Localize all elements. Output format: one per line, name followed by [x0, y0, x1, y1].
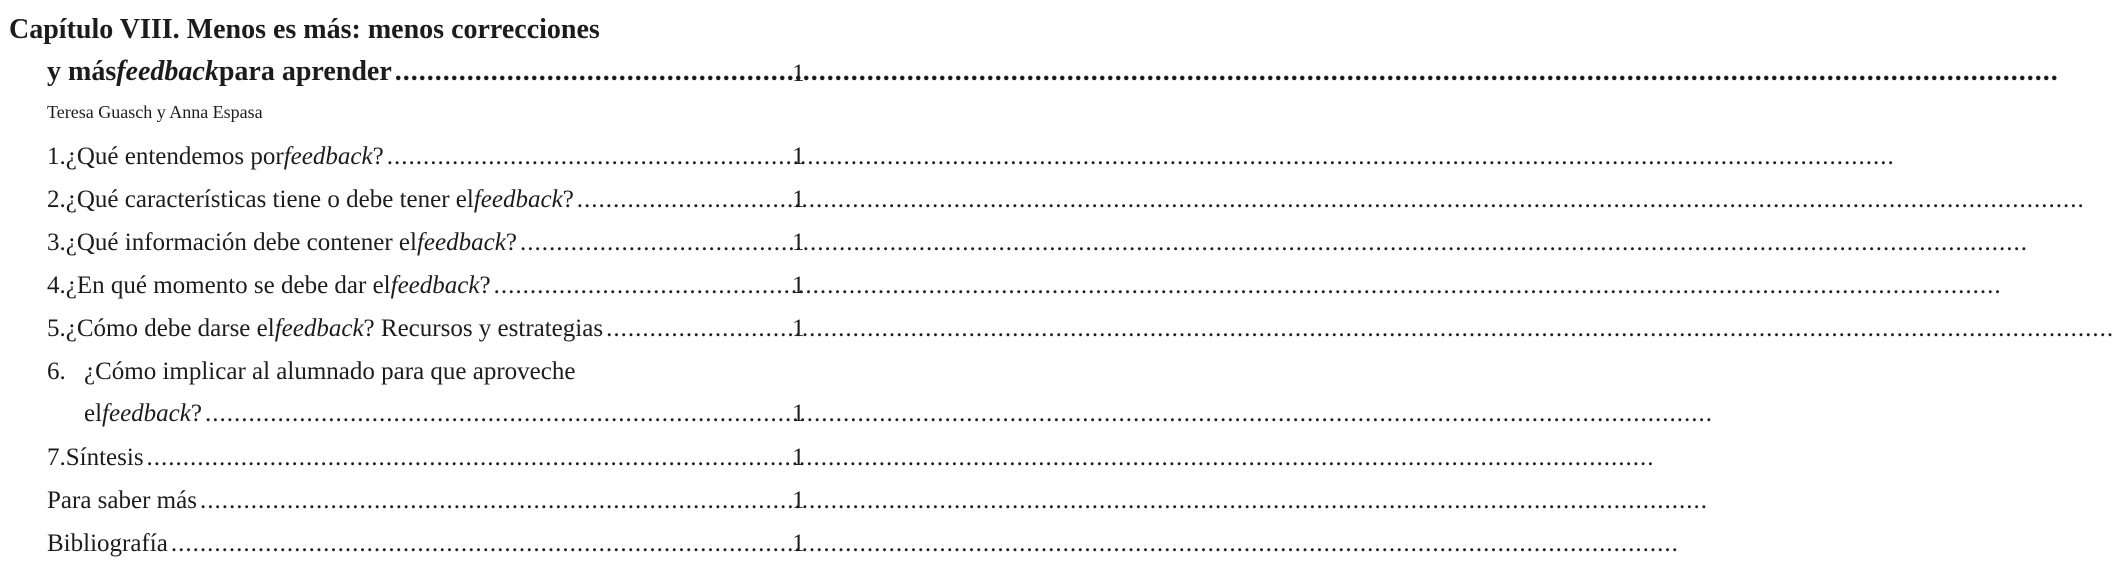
toc-entry-2[interactable] — [47, 182, 763, 218]
entry-text-end: ? Recursos y estrategias — [363, 315, 604, 342]
entry-text: ¿Qué información debe contener el — [65, 229, 417, 256]
entry-text-end: ? — [479, 272, 491, 299]
page-number: 1 — [792, 143, 805, 170]
entry-text: ¿Qué características tiene o debe tener el — [65, 186, 474, 213]
toc-entry-7[interactable] — [47, 440, 763, 476]
page-number: 1 — [792, 444, 805, 471]
chapter-title-line1: Capítulo VIII. Menos es más: menos correcciones — [9, 14, 600, 45]
page-number: 1 — [792, 186, 805, 213]
entry-text: ¿Cómo implicar al alumnado para que aproveche — [84, 358, 576, 385]
entry-text-end: ? — [562, 186, 574, 213]
page-number: 1 — [792, 60, 805, 87]
toc-entry-5[interactable] — [47, 311, 763, 347]
dot-leader — [606, 311, 2114, 347]
page-number: 1 — [792, 400, 805, 427]
entry-text: Para saber más — [47, 487, 197, 514]
dot-leader — [171, 526, 1679, 562]
toc-entry-6-cont[interactable] — [84, 396, 763, 432]
entry-text: ¿En qué momento se debe dar el — [65, 272, 391, 299]
entry-em: feedback — [473, 186, 563, 213]
toc-entry-6[interactable] — [47, 354, 763, 390]
entry-number: 4. — [47, 272, 66, 299]
entry-em: feedback — [274, 315, 364, 342]
dot-leader — [395, 54, 2059, 90]
toc-entry-1[interactable] — [47, 139, 763, 175]
chapter-title-line2-em: feedback — [116, 56, 219, 87]
chapter-title-line2-b: para aprender — [218, 56, 392, 87]
page-number: 1 — [792, 229, 805, 256]
chapter-authors: Teresa Guasch y Anna Espasa — [47, 102, 263, 122]
entry-number: 5. — [47, 315, 66, 342]
entry-text: ¿Qué entendemos por — [65, 143, 284, 170]
entry-em: feedback — [390, 272, 480, 299]
entry-number: 6. — [47, 358, 66, 385]
chapter-title — [9, 10, 600, 50]
dot-leader — [205, 396, 1713, 432]
page-number: 1 — [792, 272, 805, 299]
entry-number: 2. — [47, 186, 66, 213]
entry-em: feedback — [102, 400, 191, 427]
entry-text: Síntesis — [65, 444, 144, 471]
entry-em: feedback — [416, 229, 506, 256]
dot-leader — [147, 440, 1655, 476]
entry-text-end: ? — [505, 229, 517, 256]
toc-entry-3[interactable] — [47, 225, 763, 261]
entry-number: 7. — [47, 444, 66, 471]
dot-leader — [494, 268, 2002, 304]
page-number: 1 — [792, 530, 805, 557]
page-number: 1 — [792, 487, 805, 514]
entry-text-end: ? — [372, 143, 384, 170]
chapter-title-line2[interactable] — [47, 54, 763, 90]
entry-text-cont: el — [84, 400, 103, 427]
chapter-title-line2-a: y más — [47, 56, 117, 87]
entry-number: 1. — [47, 143, 66, 170]
entry-text: ¿Cómo debe darse el — [65, 315, 275, 342]
toc-entry-4[interactable] — [47, 268, 763, 304]
dot-leader — [387, 139, 1895, 175]
toc-entry-bibliografia[interactable] — [47, 526, 763, 562]
entry-text: Bibliografía — [47, 530, 168, 557]
dot-leader — [200, 483, 1708, 519]
entry-em: feedback — [283, 143, 373, 170]
toc-entry-para-saber-mas[interactable] — [47, 483, 763, 519]
toc-page — [0, 0, 805, 580]
page-number: 1 — [792, 315, 805, 342]
dot-leader — [520, 225, 2028, 261]
entry-text-end: ? — [190, 400, 202, 427]
entry-number: 3. — [47, 229, 66, 256]
